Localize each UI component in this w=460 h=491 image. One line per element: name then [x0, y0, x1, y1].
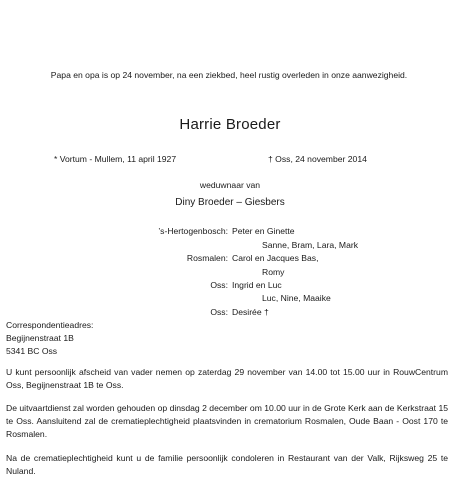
family-place: Rosmalen:	[186, 253, 228, 263]
family-names: Desirée †	[232, 307, 269, 317]
correspondence-label: Correspondentieadres:	[6, 320, 94, 330]
family-names: Carol en Jacques Bas,	[232, 253, 319, 263]
widower-label: weduwnaar van	[199, 180, 261, 190]
correspondence-city: 5341 BC Oss	[6, 346, 58, 356]
correspondence-street: Begijnenstraat 1B	[6, 333, 74, 343]
family-place: ’s-Hertogenbosch:	[158, 226, 228, 236]
spouse-name: Diny Broeder – Giesbers	[175, 197, 285, 208]
family-children: Sanne, Bram, Lara, Mark	[262, 240, 359, 250]
family-names: Ingrid en Luc	[232, 280, 282, 290]
condolence-paragraph: Na de crematieplechtigheid kunt u de familie persoonlijk condoleren in Restaurant van der Valk, Rijksweg 25 te Nuland.	[6, 453, 448, 476]
death-info: † Oss, 24 november 2014	[268, 154, 367, 164]
family-place: Oss:	[210, 307, 228, 317]
birth-info: * Vortum - Mullem, 11 april 1927	[54, 154, 177, 164]
funeral-paragraph: De uitvaartdienst zal worden gehouden op dinsdag 2 december om 10.00 uur in de Grote Kerk aan de Kerkstraat 15 te Oss. Aansluitend zal de crematieplechtigheid plaatsvinden in crematorium Rosmalen, Oude Baan - Oost 170 te Rosmalen.	[6, 403, 448, 439]
family-children: Romy	[262, 267, 285, 277]
family-children: Luc, Nine, Maaike	[262, 293, 331, 303]
intro-text: Papa en opa is op 24 november, na een ziekbed, heel rustig overleden in onze aanwezigheid.	[50, 70, 408, 80]
deceased-name: Harrie Broeder	[179, 116, 281, 133]
farewell-paragraph: U kunt persoonlijk afscheid van vader nemen op zaterdag 29 november van 14.00 tot 15.00 uur in RouwCentrum Oss, Begijnenstraat 1B te Oss.	[6, 367, 448, 390]
family-names: Peter en Ginette	[232, 226, 295, 236]
family-place: Oss:	[210, 280, 228, 290]
